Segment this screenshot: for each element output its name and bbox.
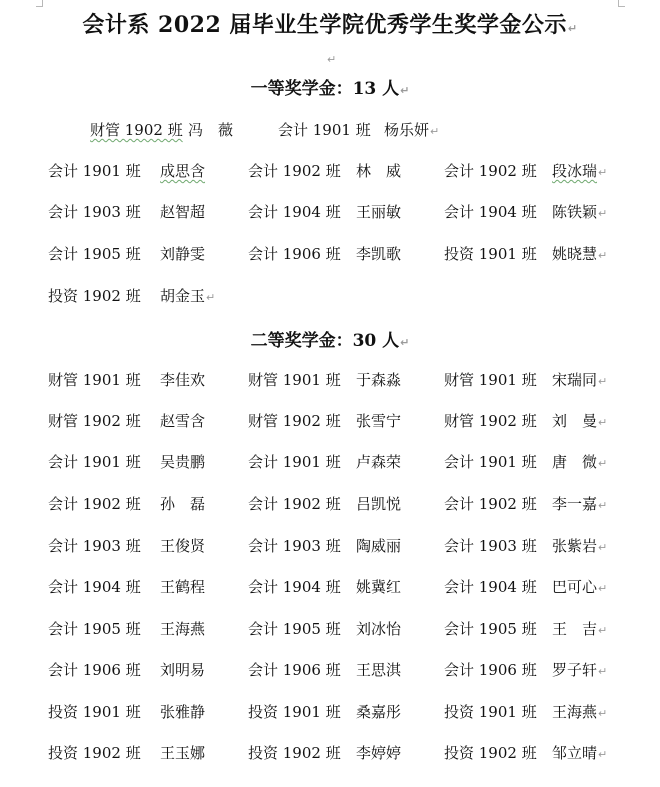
margin-corner-mark-left — [36, 0, 43, 7]
class-label: 会计 1902 班 — [248, 495, 341, 513]
first-prize-heading — [0, 74, 660, 99]
student-name-cell — [552, 451, 607, 472]
paragraph-mark-icon: ↵ — [400, 336, 410, 349]
class-label: 投资 1901 班 — [444, 703, 537, 721]
second-prize-heading-text: 二等奖学金：30 人 — [250, 331, 400, 351]
class-label: 财管 1901 班 — [444, 371, 537, 389]
student-name: 刘明易 — [160, 661, 206, 679]
paragraph-mark-icon: ↵ — [206, 291, 216, 304]
student-name: 卢森荣 — [356, 453, 402, 471]
class-label: 会计 1906 班 — [248, 245, 341, 263]
student-name: 唐 微 — [552, 453, 598, 471]
paragraph-mark-icon: ↵ — [598, 624, 608, 637]
student-name-cell — [160, 285, 215, 306]
paragraph-mark-icon: ↵ — [598, 499, 608, 512]
student-name-cell — [552, 160, 607, 181]
class-label: 财管 1902 班 — [444, 412, 537, 430]
student-name-cell — [552, 742, 607, 763]
student-name: 李凯歌 — [356, 245, 402, 263]
document-title — [0, 8, 660, 39]
paragraph-mark-icon: ↵ — [598, 249, 608, 262]
student-name-cell — [356, 243, 401, 264]
student-name-cell — [160, 243, 205, 264]
student-name: 宋瑞同 — [552, 371, 598, 389]
class-label: 会计 1905 班 — [248, 620, 341, 638]
class-label: 投资 1901 班 — [48, 703, 141, 721]
student-name-cell — [356, 451, 401, 472]
class-label: 会计 1901 班 — [248, 453, 341, 471]
student-name-cell — [356, 535, 401, 556]
student-name-cell — [160, 201, 205, 222]
student-name: 姚冀红 — [356, 578, 402, 596]
student-name-cell — [356, 742, 401, 763]
student-name-cell — [160, 160, 205, 181]
student-name: 刘 曼 — [552, 412, 598, 430]
student-name-cell — [160, 701, 205, 722]
student-name: 王海燕 — [552, 703, 598, 721]
student-name: 张雅静 — [160, 703, 206, 721]
student-name-cell — [160, 493, 205, 514]
student-name-cell — [356, 618, 401, 639]
student-name-cell — [552, 493, 607, 514]
student-name: 姚晓慧 — [552, 245, 598, 263]
paragraph-mark-icon: ↵ — [430, 125, 440, 138]
paragraph-mark-icon: ↵ — [598, 582, 608, 595]
class-label: 投资 1901 班 — [248, 703, 341, 721]
class-label: 投资 1902 班 — [48, 287, 141, 305]
student-name-cell — [552, 243, 607, 264]
student-name-cell — [356, 576, 401, 597]
student-name: 吕凯悦 — [356, 495, 402, 513]
roster-row — [0, 243, 660, 265]
class-label: 会计 1906 班 — [248, 661, 341, 679]
student-name-cell — [552, 701, 607, 722]
roster-row — [0, 701, 660, 723]
student-name-cell — [160, 535, 205, 556]
class-label: 财管 1902 班 — [248, 412, 341, 430]
student-name: 张雪宁 — [356, 412, 402, 430]
student-name-cell — [552, 576, 607, 597]
student-name: 段冰瑞 — [552, 162, 598, 180]
student-name-cell — [356, 160, 401, 181]
class-label: 投资 1902 班 — [48, 744, 141, 762]
student-name: 杨乐妍 — [384, 121, 430, 139]
student-name: 陈铁颖 — [552, 203, 598, 221]
roster-row — [0, 742, 660, 764]
first-prize-lead-row — [0, 119, 660, 141]
roster-row — [0, 618, 660, 640]
class-label: 财管 1902 班 — [48, 412, 141, 430]
class-label: 投资 1901 班 — [444, 245, 537, 263]
class-label: 会计 1905 班 — [48, 620, 141, 638]
first-prize-heading-text: 一等奖学金：13 人 — [250, 79, 400, 99]
student-name: 王 吉 — [552, 620, 598, 638]
student-name-cell — [356, 201, 401, 222]
student-name-cell — [356, 369, 401, 390]
student-name-cell — [356, 659, 401, 680]
class-label: 会计 1903 班 — [444, 537, 537, 555]
class-label: 投资 1902 班 — [444, 744, 537, 762]
class-label: 会计 1901 班 — [48, 162, 141, 180]
student-name: 陶威丽 — [356, 537, 402, 555]
roster-row — [0, 201, 660, 223]
class-label: 投资 1902 班 — [248, 744, 341, 762]
paragraph-mark-icon: ↵ — [598, 375, 608, 388]
student-name: 李一嘉 — [552, 495, 598, 513]
roster-row — [0, 285, 660, 307]
empty-paragraph — [326, 48, 336, 67]
student-name-cell — [552, 535, 607, 556]
class-label: 会计 1901 班 — [48, 453, 141, 471]
paragraph-mark-icon: ↵ — [598, 665, 608, 678]
class-label: 会计 1902 班 — [444, 495, 537, 513]
student-name: 李佳欢 — [160, 371, 206, 389]
class-label: 会计 1906 班 — [48, 661, 141, 679]
roster-row — [0, 493, 660, 515]
document-title-text: 会计系 2022 届毕业生学院优秀学生奖学金公示 — [82, 12, 567, 38]
student-name: 吴贵鹏 — [160, 453, 206, 471]
class-label: 财管 1902 班 — [90, 121, 183, 139]
paragraph-mark-icon: ↵ — [567, 22, 578, 35]
student-name: 胡金玉 — [160, 287, 206, 305]
student-name: 巴可心 — [552, 578, 598, 596]
student-name-cell — [356, 493, 401, 514]
roster-row — [0, 659, 660, 681]
student-name: 王海燕 — [160, 620, 206, 638]
student-name: 冯 薇 — [188, 121, 234, 139]
margin-corner-mark-right — [618, 0, 625, 7]
student-name: 王思淇 — [356, 661, 402, 679]
class-label: 会计 1904 班 — [248, 203, 341, 221]
class-label: 会计 1906 班 — [444, 661, 537, 679]
paragraph-mark-icon: ↵ — [598, 457, 608, 470]
class-label: 会计 1903 班 — [48, 537, 141, 555]
student-name-cell — [552, 369, 607, 390]
paragraph-mark-icon: ↵ — [598, 707, 608, 720]
student-name: 邹立晴 — [552, 744, 598, 762]
student-name: 王鹤程 — [160, 578, 206, 596]
class-label: 会计 1904 班 — [444, 203, 537, 221]
student-name: 赵智超 — [160, 203, 206, 221]
roster-row — [0, 576, 660, 598]
student-name-cell — [160, 369, 205, 390]
student-name-cell — [356, 410, 401, 431]
student-name: 赵雪含 — [160, 412, 206, 430]
class-label: 会计 1903 班 — [248, 537, 341, 555]
paragraph-mark-icon: ↵ — [598, 541, 608, 554]
paragraph-mark-icon: ↵ — [598, 166, 608, 179]
student-name-cell — [552, 659, 607, 680]
student-name: 李婷婷 — [356, 744, 402, 762]
class-label: 会计 1901 班 — [444, 453, 537, 471]
student-name: 成思含 — [160, 162, 206, 180]
roster-row — [0, 535, 660, 557]
class-label: 会计 1902 班 — [248, 162, 341, 180]
class-label: 财管 1901 班 — [48, 371, 141, 389]
student-name-cell — [356, 701, 401, 722]
paragraph-mark-icon: ↵ — [598, 748, 608, 761]
class-label: 财管 1901 班 — [248, 371, 341, 389]
student-name-cell — [160, 576, 205, 597]
student-name: 刘静雯 — [160, 245, 206, 263]
student-name: 王丽敏 — [356, 203, 402, 221]
student-name-cell — [160, 742, 205, 763]
paragraph-mark-icon: ↵ — [327, 53, 337, 66]
paragraph-mark-icon: ↵ — [598, 416, 608, 429]
student-name: 王玉娜 — [160, 744, 206, 762]
class-label: 会计 1905 班 — [444, 620, 537, 638]
paragraph-mark-icon: ↵ — [598, 207, 608, 220]
student-name: 孙 磊 — [160, 495, 206, 513]
class-label: 会计 1904 班 — [48, 578, 141, 596]
student-name: 刘冰怡 — [356, 620, 402, 638]
student-name: 林 威 — [356, 162, 402, 180]
class-label: 会计 1901 班 — [278, 121, 371, 139]
class-label: 会计 1905 班 — [48, 245, 141, 263]
class-label: 会计 1904 班 — [248, 578, 341, 596]
student-name-cell — [552, 618, 607, 639]
student-name: 张紫岩 — [552, 537, 598, 555]
student-name: 罗子轩 — [552, 661, 598, 679]
roster-row — [0, 369, 660, 391]
class-label: 会计 1902 班 — [48, 495, 141, 513]
student-name-cell — [160, 618, 205, 639]
roster-row — [0, 410, 660, 432]
paragraph-mark-icon: ↵ — [400, 84, 410, 97]
student-name-cell — [160, 451, 205, 472]
student-name-cell — [160, 410, 205, 431]
student-name: 桑嘉彤 — [356, 703, 402, 721]
student-name-cell — [552, 201, 607, 222]
class-label: 会计 1902 班 — [444, 162, 537, 180]
student-name-cell — [160, 659, 205, 680]
second-prize-heading — [0, 326, 660, 351]
student-name-cell — [552, 410, 607, 431]
class-label: 会计 1904 班 — [444, 578, 537, 596]
student-name: 于森淼 — [356, 371, 402, 389]
roster-row — [0, 451, 660, 473]
student-name: 王俊贤 — [160, 537, 206, 555]
class-label: 会计 1903 班 — [48, 203, 141, 221]
roster-row — [0, 160, 660, 182]
